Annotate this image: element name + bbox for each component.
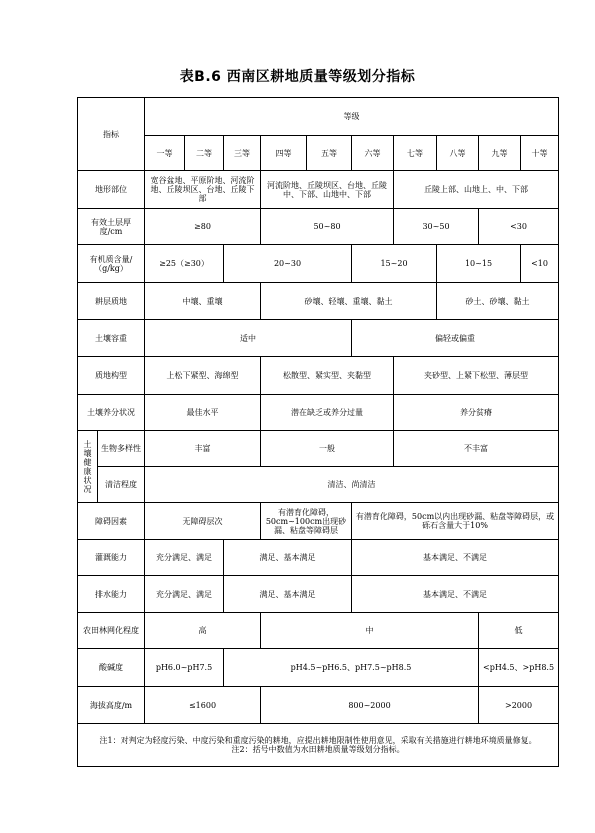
drainage-v3: 基本满足、不满足 (352, 576, 559, 613)
grade-header: 等级 (145, 98, 559, 136)
altitude-v1: ≤1600 (145, 687, 261, 724)
bulk-label: 土壤容重 (78, 320, 145, 357)
profile-label: 质地构型 (78, 357, 145, 395)
barrier-v2: 有潜育化障碍，50cm~100cm出现砂漏、粘盘等障碍层 (261, 503, 352, 540)
grade-7: 七等 (394, 136, 437, 171)
ph-v2: pH4.5~pH6.5、pH7.5~pH8.5 (224, 649, 479, 687)
profile-v1: 上松下紧型、海绵型 (145, 357, 261, 395)
biodiversity-v3: 不丰富 (394, 431, 559, 467)
grade-4: 四等 (261, 136, 307, 171)
forest-net-label: 农田林网化程度 (78, 613, 145, 649)
soil-depth-v4: <30 (479, 209, 559, 245)
biodiversity-v2: 一般 (261, 431, 394, 467)
terrain-label: 地形部位 (78, 171, 145, 209)
grading-table (77, 97, 559, 767)
altitude-label: 海拔高度/m (78, 687, 145, 724)
cleanliness-v1: 清洁、尚清洁 (145, 467, 559, 503)
soil-depth-label: 有效土层厚度/cm (78, 209, 145, 245)
drainage-label: 排水能力 (78, 576, 145, 613)
ph-label: 酸碱度 (78, 649, 145, 687)
cleanliness-label: 清洁程度 (98, 467, 145, 503)
nutrient-v3: 养分贫瘠 (394, 395, 559, 431)
profile-v2: 松散型、紧实型、夹黏型 (261, 357, 394, 395)
barrier-v3: 有潜育化障碍，50cm以内出现砂漏、粘盘等障碍层，或砾石含量大于10% (352, 503, 559, 540)
grade-10: 十等 (521, 136, 559, 171)
bulk-v2: 偏轻或偏重 (352, 320, 559, 357)
nutrient-v1: 最佳水平 (145, 395, 261, 431)
irrigation-v3: 基本满足、不满足 (352, 540, 559, 576)
organic-v4: 10~15 (437, 245, 521, 283)
organic-v1: ≥25（≥30） (145, 245, 224, 283)
grade-3: 三等 (224, 136, 261, 171)
texture-label: 耕层质地 (78, 283, 145, 320)
grade-8: 八等 (437, 136, 479, 171)
altitude-v3: >2000 (479, 687, 559, 724)
texture-v3: 砂土、砂壤、黏土 (437, 283, 559, 320)
irrigation-v1: 充分满足、满足 (145, 540, 224, 576)
biodiversity-v1: 丰富 (145, 431, 261, 467)
soil-depth-v1: ≥80 (145, 209, 261, 245)
soil-depth-v2: 50~80 (261, 209, 394, 245)
organic-label: 有机质含量/（g/kg） (78, 245, 145, 283)
grade-6: 六等 (352, 136, 394, 171)
drainage-v1: 充分满足、满足 (145, 576, 224, 613)
page-title: 表B.6 西南区耕地质量等级划分指标 (179, 69, 416, 85)
indicator-header: 指标 (78, 98, 145, 171)
nutrient-v2: 潜在缺乏或养分过量 (261, 395, 394, 431)
irrigation-label: 灌溉能力 (78, 540, 145, 576)
altitude-v2: 800~2000 (261, 687, 479, 724)
forest-net-v1: 高 (145, 613, 261, 649)
ph-v1: pH6.0~pH7.5 (145, 649, 224, 687)
texture-v2: 砂壤、轻壤、重壤、黏土 (261, 283, 437, 320)
organic-v2: 20~30 (224, 245, 352, 283)
barrier-label: 障碍因素 (78, 503, 145, 540)
drainage-v2: 满足、基本满足 (224, 576, 352, 613)
grade-1: 一等 (145, 136, 185, 171)
notes (78, 724, 559, 767)
grade-2: 二等 (185, 136, 224, 171)
irrigation-v2: 满足、基本满足 (224, 540, 352, 576)
health-label: 土壤健康状况 (78, 431, 98, 503)
biodiversity-label: 生物多样性 (98, 431, 145, 467)
note-2: 注2：括号中数值为水田耕地质量等级划分指标。 (231, 745, 405, 754)
note-1: 注1：对判定为轻度污染、中度污染和重度污染的耕地，应提出耕地限制性使用意见，采取有关措施进行耕地环境质量修复。 (99, 736, 537, 745)
forest-net-v3: 低 (479, 613, 559, 649)
organic-v5: <10 (521, 245, 559, 283)
forest-net-v2: 中 (261, 613, 479, 649)
terrain-g3: 丘陵上部、山地上、中、下部 (394, 171, 559, 209)
nutrient-label: 土壤养分状况 (78, 395, 145, 431)
texture-v1: 中壤、重壤 (145, 283, 261, 320)
ph-v3: <pH4.5、>pH8.5 (479, 649, 559, 687)
organic-v3: 15~20 (352, 245, 437, 283)
profile-v3: 夹砂型、上紧下松型、薄层型 (394, 357, 559, 395)
soil-depth-v3: 30~50 (394, 209, 479, 245)
terrain-g2: 河流阶地、丘陵坝区、台地、丘陵中、下部、山地中、下部 (261, 171, 394, 209)
grade-5: 五等 (307, 136, 352, 171)
terrain-g1: 宽谷盆地、平原阶地、河流阶地、丘陵坝区、台地、丘陵下部 (145, 171, 261, 209)
grade-9: 九等 (479, 136, 521, 171)
barrier-v1: 无障碍层次 (145, 503, 261, 540)
bulk-v1: 适中 (145, 320, 352, 357)
